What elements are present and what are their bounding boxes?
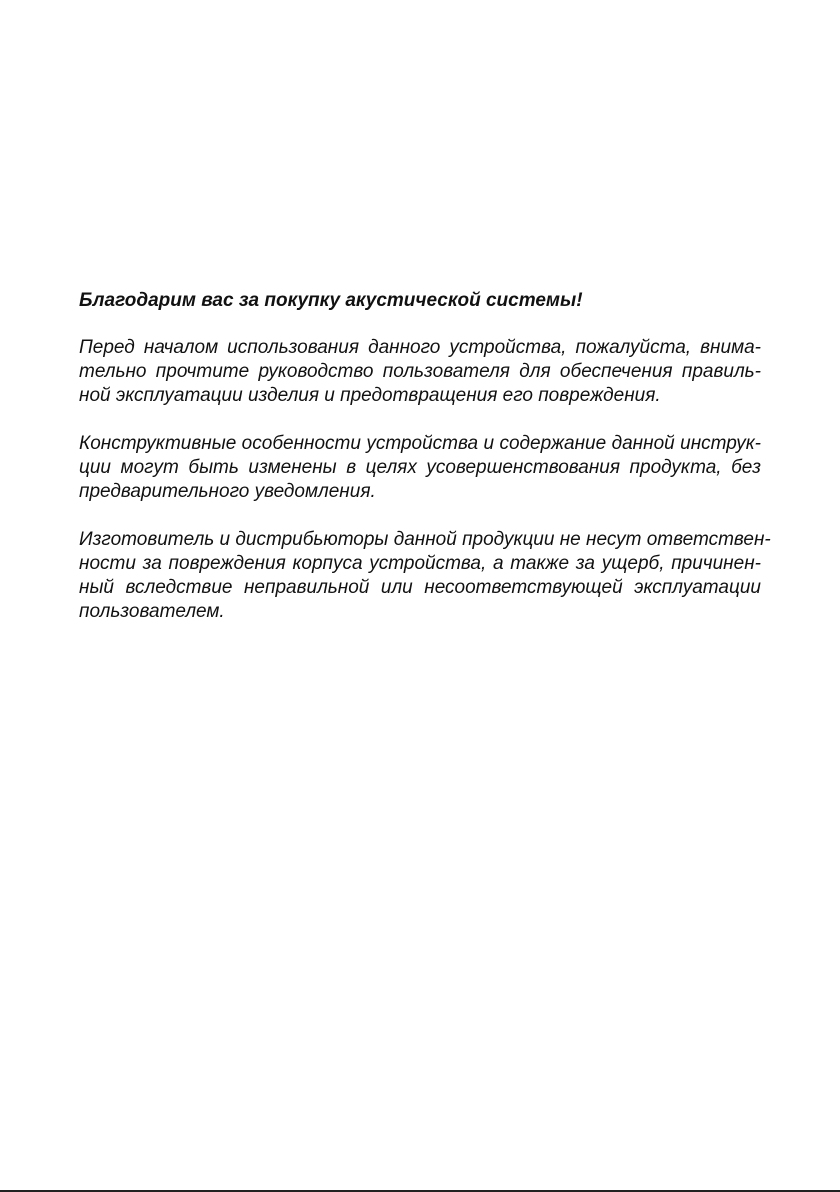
paragraph-line: ции могут быть изменены в целях усовершенствования продукта, без	[79, 457, 761, 478]
paragraph-line: Перед началом использования данного устройства, пожалуйста, внима-	[79, 337, 761, 358]
paragraph-line: пользователем.	[79, 601, 225, 622]
paragraph-line: ный вследствие неправильной или несоответствующей эксплуатации	[79, 577, 761, 598]
paragraph-line: предварительного уведомления.	[79, 481, 376, 502]
paragraph-line: ной эксплуатации изделия и предотвращения его повреждения.	[79, 385, 661, 406]
page-title: Благодарим вас за покупку акустической системы!	[79, 290, 583, 311]
paragraph-liability-notice	[79, 528, 771, 624]
paragraph-line: тельно прочтите руководство пользователя для обеспечения правиль-	[79, 361, 761, 382]
paragraph-line: Изготовитель и дистрибьюторы данной продукции не несут ответствен-	[79, 529, 771, 550]
paragraph-usage-notice	[79, 336, 761, 408]
paragraph-line: Конструктивные особенности устройства и содержание данной инструк-	[79, 433, 761, 454]
paragraph-line: ности за повреждения корпуса устройства, а также за ущерб, причинен-	[79, 553, 761, 574]
paragraph-changes-notice	[79, 432, 761, 504]
document-content	[79, 289, 771, 648]
